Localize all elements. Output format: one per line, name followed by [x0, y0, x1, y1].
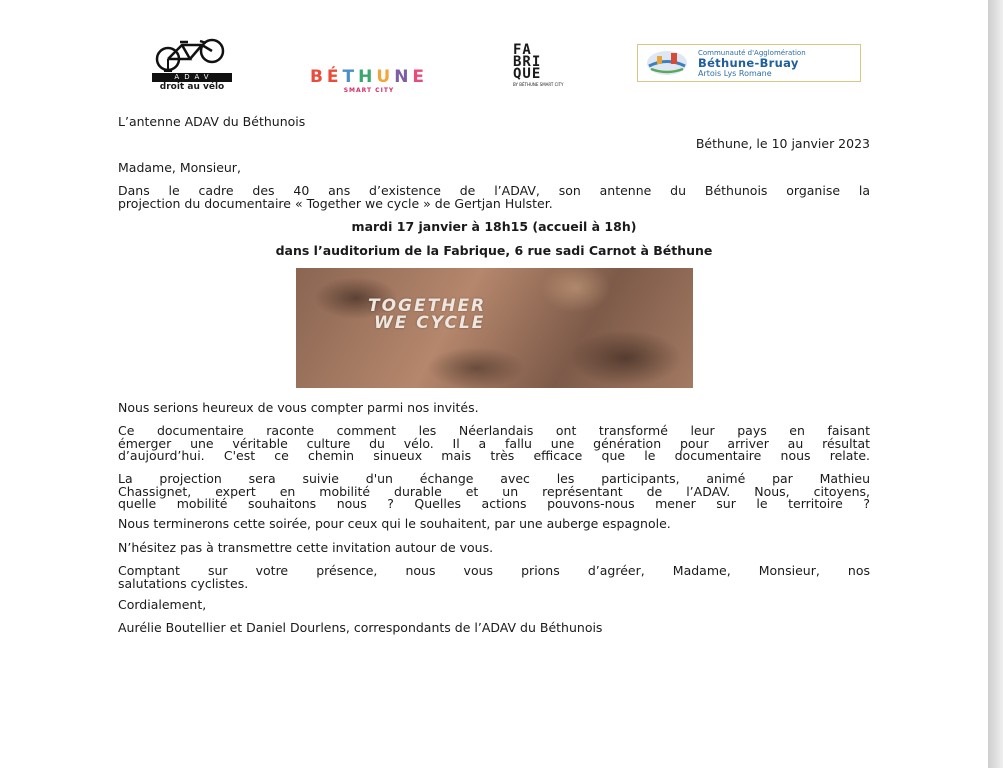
bethune-letter: E: [412, 67, 429, 87]
paragraph-3-line-1: La projection sera suivie d'un échange avec les participants, animé par Mathieu: [118, 471, 870, 486]
paragraph-3-line-3: quelle mobilité souhaitons nous ? Quelles actions pouvons-nous mener sur le territoire ?: [118, 496, 870, 512]
photo-title-line-1: TOGETHER: [368, 296, 487, 316]
event-place: dans l’auditorium de la Fabrique, 6 rue sadi Carnot à Béthune: [275, 243, 713, 258]
sender: L’antenne ADAV du Béthunois: [118, 114, 306, 129]
adav-logo: [150, 37, 234, 93]
paragraph-5: N’hésitez pas à transmettre cette invitation autour de vous.: [118, 540, 494, 555]
paragraph-2-line-2: émerger une véritable culture du vélo. Il a fallu une génération pour arriver au résultat: [118, 435, 870, 451]
intro-paragraph: [118, 185, 870, 210]
bethune-letter: H: [358, 67, 377, 87]
paragraph-6: [118, 565, 870, 590]
fabrique-logo: [513, 44, 575, 90]
fabrique-sub: BY BÉTHUNE SMART CITY: [513, 82, 564, 87]
event-date: mardi 17 janvier à 18h15 (accueil à 18h): [351, 219, 637, 234]
bethune-letter: T: [342, 67, 359, 87]
paragraph-2: [118, 425, 870, 463]
paragraph-6-line-2: salutations cyclistes.: [118, 575, 249, 591]
photo-title-line-2: WE CYCLE: [374, 313, 486, 333]
closing: Cordialement,: [118, 597, 207, 612]
paragraph-1: Nous serions heureux de vous compter parmi nos invités.: [118, 400, 479, 415]
paragraph-6-line-1: Comptant sur votre présence, nous vous prions d’agréer, Madame, Monsieur, nos: [118, 563, 870, 578]
agglo-line-3: Artois Lys Romane: [698, 69, 772, 78]
bethune-letter: N: [394, 67, 413, 87]
intro-line-1: Dans le cadre des 40 ans d’existence de l’ADAV, son antenne du Béthunois organise la: [118, 183, 870, 198]
bethune-letter: U: [376, 67, 395, 87]
fabrique-line-2: BRI: [513, 54, 542, 70]
salutation: Madame, Monsieur,: [118, 160, 241, 175]
bethune-wordmark: [270, 68, 468, 87]
agglomeration-emblem-icon: [645, 49, 689, 77]
bethune-smart-city-logo: [270, 68, 468, 94]
viewer-background: [988, 0, 1003, 768]
photo-title: [368, 298, 486, 332]
agglo-line-1: Communauté d'Agglomération: [698, 49, 806, 57]
signature: Aurélie Boutellier et Daniel Dourlens, correspondants de l’ADAV du Béthunois: [118, 620, 603, 635]
adav-brand: ADAV: [152, 73, 232, 82]
agglomeration-logo: [637, 44, 861, 82]
paragraph-2-line-1: Ce documentaire raconte comment les Néerlandais ont transformé leur pays en faisant: [118, 423, 870, 438]
paragraph-3-line-2: Chassignet, expert en mobilité durable et un représentant de l’ADAV. Nous, citoyens,: [118, 483, 870, 499]
intro-line-2: projection du documentaire « Together we cycle » de Gertjan Hulster.: [118, 195, 553, 211]
fabrique-line-3: QUE: [513, 66, 542, 82]
paragraph-3: [118, 473, 870, 511]
agglo-line-2: Béthune-Bruay: [698, 56, 799, 70]
fabrique-line-1: FA: [513, 42, 532, 58]
bethune-sub: SMART CITY: [343, 87, 395, 94]
bethune-letter: É: [326, 67, 343, 87]
paragraph-4: Nous terminerons cette soirée, pour ceux qui le souhaitent, par une auberge espagnole.: [118, 516, 671, 531]
place-date: Béthune, le 10 janvier 2023: [695, 136, 870, 151]
documentary-photo: [296, 268, 693, 388]
bethune-letter: B: [309, 67, 327, 87]
bicycle-icon: [150, 37, 234, 73]
paragraph-2-line-3: d’aujourd’hui. C'est ce chemin sinueux mais très efficace que le documentaire nous relate.: [118, 448, 870, 464]
adav-tagline: droit au vélo: [159, 82, 225, 92]
